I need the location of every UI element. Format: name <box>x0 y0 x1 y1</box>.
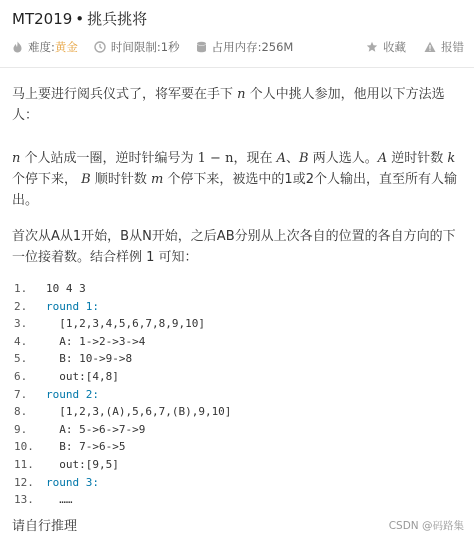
line-number: 7. <box>14 387 28 401</box>
line-number: 1. <box>14 282 28 295</box>
favorite-label: 收藏 <box>383 40 406 54</box>
p2-text-h: 个停下来，被选中的1或2个人输出，直至所有人输出。 <box>12 172 457 208</box>
problem-name: 挑兵挑将 <box>87 10 148 28</box>
p2-text-a: 个人站成一圈，逆时针编号为 <box>20 151 198 166</box>
p1-text-after: 个人中挑人参加，他用以下方法选人： <box>12 87 445 123</box>
flame-icon <box>12 41 23 53</box>
code-text: round 2: <box>46 387 99 401</box>
code-text: B: 10->9->8 <box>46 352 133 366</box>
code-line <box>14 333 460 351</box>
p2-variable-b: B <box>299 151 309 166</box>
code-line <box>14 350 460 368</box>
csdn-watermark: CSDN @码路集 <box>388 520 464 532</box>
problem-code: MT2019 <box>12 10 73 28</box>
p2-variable-a: A <box>276 151 286 166</box>
code-text: A: 5->6->7->9 <box>46 422 146 436</box>
title-separator: • <box>75 10 85 28</box>
time-limit-label: 时间限制: <box>110 40 161 54</box>
difficulty-label: 难度: <box>28 40 55 54</box>
code-line <box>14 280 460 298</box>
time-limit-info <box>94 39 180 55</box>
code-line <box>14 474 460 492</box>
p1-variable-n: n <box>237 87 246 102</box>
description-paragraph-2 <box>12 148 464 211</box>
code-text: out:[4,8] <box>46 369 119 383</box>
code-text: [1,2,3,(A),5,6,7,(B),9,10] <box>46 405 232 419</box>
p1-text-before: 马上要进行阅兵仪式了，将军要在手下 <box>12 87 238 102</box>
line-number: 9. <box>14 422 28 436</box>
code-line <box>14 456 460 474</box>
line-number: 12. <box>14 475 34 489</box>
line-number: 13. <box>14 493 34 507</box>
line-number: 11. <box>14 457 34 471</box>
clock-icon <box>94 41 106 53</box>
report-error-button[interactable] <box>424 39 464 55</box>
line-number: 6. <box>14 369 28 383</box>
sample-code-block <box>14 280 460 509</box>
code-line <box>14 421 460 439</box>
code-text: [1,2,3,4,5,6,7,8,9,10] <box>46 317 205 331</box>
memory-limit-info <box>196 39 294 55</box>
code-line <box>14 491 460 509</box>
memory-limit-label: 占用内存: <box>211 40 262 54</box>
code-line <box>14 315 460 333</box>
p2-variable-n: n <box>12 151 21 166</box>
line-number: 8. <box>14 405 28 419</box>
line-number: 2. <box>14 299 28 313</box>
p2-range: 1 − n <box>197 151 234 166</box>
p2-text-f: 个停下来， <box>12 172 82 187</box>
problem-meta-bar <box>12 38 464 56</box>
code-text: out:[9,5] <box>46 457 119 471</box>
code-line <box>14 403 460 421</box>
p2-text-g: 顺时针数 <box>90 172 151 187</box>
code-text: 10 4 3 <box>46 282 86 295</box>
code-line <box>14 368 460 386</box>
p2-variable-b-2: B <box>81 172 91 187</box>
difficulty-info <box>12 39 78 55</box>
p2-text-e: 逆时针数 <box>387 151 448 166</box>
footer-note: 请自行推理 <box>12 519 78 534</box>
code-text: round 3: <box>46 475 99 489</box>
code-line <box>14 298 460 316</box>
line-number: 4. <box>14 334 28 348</box>
p2-text-b: ，现在 <box>233 151 277 166</box>
favorite-button[interactable] <box>366 39 406 55</box>
line-number: 5. <box>14 352 28 366</box>
description-paragraph-3: 首次从A从1开始，B从N开始，之后AB分别从上次各自的位置的各自方向的下一位接着数。结合样例 1 可知： <box>12 229 456 265</box>
code-line <box>14 386 460 404</box>
line-number: 10. <box>14 440 34 454</box>
memory-limit-value: 256M <box>261 40 294 54</box>
code-line <box>14 438 460 456</box>
code-text: A: 1->2->3->4 <box>46 334 146 348</box>
difficulty-value: 黄金 <box>54 40 78 54</box>
time-limit-value: 1秒 <box>160 40 180 54</box>
description-paragraph-1 <box>12 84 464 126</box>
p2-variable-m: m <box>150 172 164 187</box>
code-text: …… <box>46 493 73 507</box>
code-text: round 1: <box>46 299 99 313</box>
p2-text-d: 两人选人。 <box>308 151 378 166</box>
p2-text-c: 、 <box>285 151 299 166</box>
report-label: 报错 <box>441 40 464 54</box>
p2-variable-a-2: A <box>377 151 388 166</box>
database-icon <box>196 41 207 53</box>
p2-variable-k: k <box>447 151 456 166</box>
warning-icon <box>424 41 436 53</box>
star-icon <box>366 41 378 53</box>
header-divider <box>0 67 474 68</box>
problem-title <box>12 8 147 29</box>
line-number: 3. <box>14 317 28 331</box>
code-text: B: 7->6->5 <box>46 440 126 454</box>
